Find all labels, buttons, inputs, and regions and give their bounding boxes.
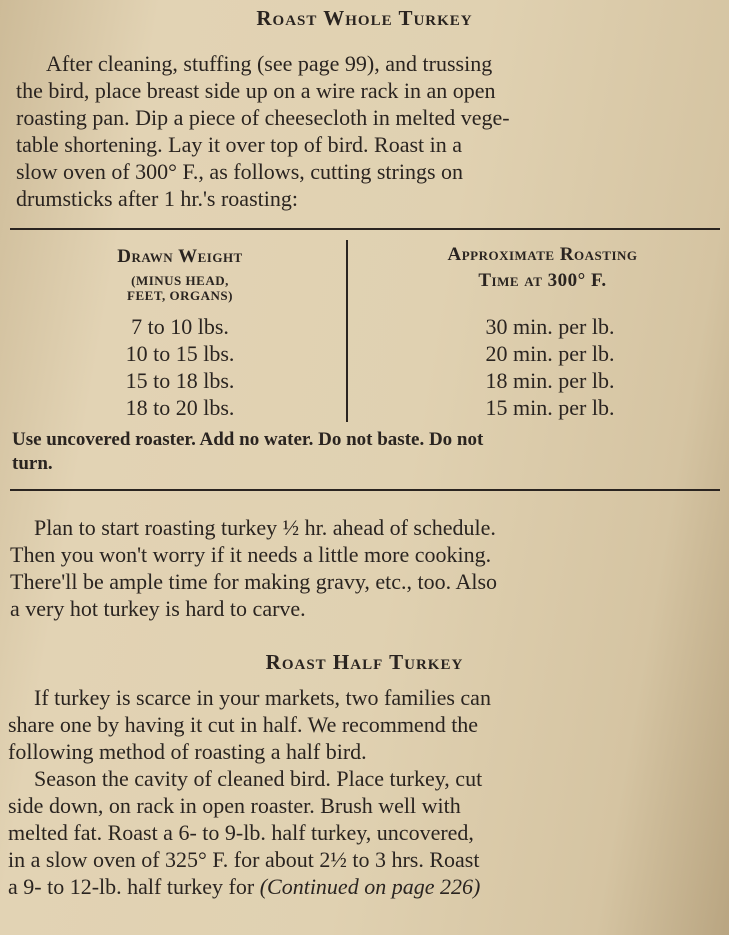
table-column-divider [346, 240, 348, 422]
text-line: After cleaning, stuffing (see page 99), and trussing [46, 51, 493, 76]
text-line: There'll be ample time for making gravy, etc., too. Also [10, 569, 498, 594]
section-title-half-turkey: Roast Half Turkey [265, 650, 464, 674]
text-line: Season the cavity of cleaned bird. Place turkey, cut [34, 766, 483, 791]
column-subheader-line1: (MINUS HEAD, [131, 273, 229, 288]
column-header-weight: Drawn Weight [117, 246, 243, 267]
text-line: side down, on rack in open roaster. Brush well with [8, 793, 461, 818]
section-title-whole-turkey: Roast Whole Turkey [256, 6, 473, 30]
text-line: Then you won't worry if it needs a little more cooking. [10, 542, 492, 567]
text-line: a very hot turkey is hard to carve. [10, 596, 306, 621]
column-header-time-line1: Approximate Roasting [447, 244, 638, 265]
intro-paragraph [16, 50, 716, 212]
weight-cell: 15 to 18 lbs. [125, 368, 235, 393]
text-line: Plan to start roasting turkey ½ hr. ahead of schedule. [34, 515, 496, 540]
note-line: turn. [12, 453, 53, 474]
text-line: melted fat. Roast a 6- to 9-lb. half turkey, uncovered, [8, 820, 474, 845]
time-cell: 20 min. per lb. [485, 341, 615, 366]
text-line: following method of roasting a half bird. [8, 739, 367, 764]
table-note [12, 428, 720, 476]
timing-paragraph [10, 514, 720, 622]
text-line: the bird, place breast side up on a wire rack in an open [16, 78, 496, 103]
last-line-start: a 9- to 12-lb. half turkey for [8, 874, 260, 899]
table-bottom-rule [10, 489, 720, 491]
text-line: roasting pan. Dip a piece of cheesecloth in melted vege- [16, 105, 510, 130]
text-line: table shortening. Lay it over top of bird. Roast in a [16, 132, 463, 157]
note-line: Use uncovered roaster. Add no water. Do not baste. Do not [12, 429, 484, 450]
time-cell: 15 min. per lb. [485, 395, 615, 420]
text-line: share one by having it cut in half. We recommend the [8, 712, 479, 737]
weight-cell: 18 to 20 lbs. [125, 395, 235, 420]
column-subheader-line2: FEET, ORGANS) [127, 288, 233, 303]
table-top-rule [10, 228, 720, 230]
weight-cell: 7 to 10 lbs. [131, 314, 229, 339]
text-line: slow oven of 300° F., as follows, cutting strings on [16, 159, 464, 184]
weight-cell: 10 to 15 lbs. [125, 341, 235, 366]
continued-note: (Continued on page 226) [259, 874, 481, 899]
half-turkey-paragraph [8, 684, 720, 900]
text-line: drumsticks after 1 hr.'s roasting: [16, 186, 298, 211]
text-line [8, 873, 720, 900]
column-header-time-line2: Time at 300° F. [478, 270, 607, 291]
text-line: If turkey is scarce in your markets, two families can [34, 685, 491, 710]
time-cell: 18 min. per lb. [485, 368, 615, 393]
text-line: in a slow oven of 325° F. for about 2½ to 3 hrs. Roast [8, 847, 480, 872]
time-cell: 30 min. per lb. [485, 314, 615, 339]
